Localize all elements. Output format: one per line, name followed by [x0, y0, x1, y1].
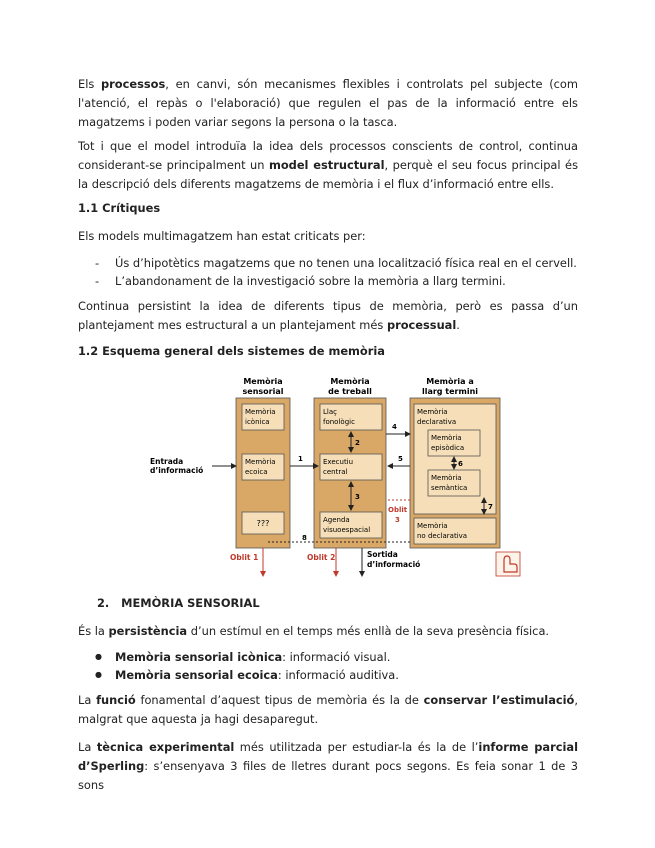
svg-text:no declarativa: no declarativa	[417, 532, 468, 540]
col3-title: llarg termini	[421, 387, 479, 396]
svg-text:episòdica: episòdica	[431, 444, 465, 452]
col3-title: Memòria a	[426, 377, 474, 386]
list-item: - Ús d’hipotètics magatzems que no tenen una localització física real en el cervell.	[95, 254, 577, 272]
list-item: ● Memòria sensorial icònica: informació visual.	[95, 648, 399, 666]
svg-text:fonològic: fonològic	[323, 418, 355, 426]
oblit2-label: Oblit 2	[307, 553, 336, 562]
svg-text:Llaç: Llaç	[323, 408, 337, 416]
paragraph-persistencia: És la persistència d’un estímul en el temps més enllà de la seva presència física.	[78, 624, 550, 638]
svg-text:central: central	[323, 468, 348, 476]
svg-text:visuoespacial: visuoespacial	[323, 526, 371, 534]
paragraph-funcio: La funció fonamental d’aquest tipus de memòria és la de conservar l’estimulació, malgrat que aquesta ja hagi desaparegut.	[78, 693, 578, 726]
svg-text:Sortida: Sortida	[367, 550, 398, 559]
svg-text:Memòria: Memòria	[245, 458, 276, 466]
svg-text:Memòria: Memòria	[417, 522, 448, 530]
svg-text:2: 2	[355, 439, 360, 447]
col1-title: sensorial	[242, 387, 284, 396]
svg-text:???: ???	[256, 519, 270, 528]
hand-pointer-icon	[496, 552, 520, 576]
paragraph-processual: Continua persistint la idea de diferents tipus de memòria, però es passa d’un plantejament mes estructural a un plantejament més processual.	[78, 299, 578, 332]
input-label: Entrada	[150, 457, 184, 466]
svg-text:declarativa: declarativa	[417, 418, 457, 426]
svg-text:Oblit: Oblit	[388, 506, 408, 514]
oblit1-label: Oblit 1	[230, 553, 259, 562]
svg-text:Memòria: Memòria	[431, 474, 462, 482]
svg-text:8: 8	[302, 534, 307, 542]
col2-title: de treball	[328, 387, 372, 396]
svg-text:Memòria: Memòria	[417, 408, 448, 416]
svg-text:Memòria: Memòria	[431, 434, 462, 442]
svg-text:Executiu: Executiu	[323, 458, 354, 466]
paragraph-model-estructural: Tot i que el model introduïa la idea dels processos conscients de control, continua considerant-se principalment un model estructural, perquè el seu focus principal és la descripció dels diferents magatzems de memòria i el flux d’informació entre ells.	[78, 139, 578, 191]
list-item: - L’abandonament de la investigació sobre la memòria a llarg termini.	[95, 272, 577, 290]
paragraph-processos: Els processos, en canvi, són mecanismes flexibles i controlats pel subjecte (com l'atenció, el repàs o l'elaboració) que regulen el pas de la informació entre els magatzems i poden variar segons la persona o la tasca.	[78, 77, 578, 129]
col2-title: Memòria	[330, 377, 370, 386]
svg-text:semàntica: semàntica	[431, 484, 468, 492]
svg-text:icònica: icònica	[245, 418, 270, 426]
list-item: ● Memòria sensorial ecoica: informació auditiva.	[95, 666, 399, 684]
input-label: d’informació	[150, 466, 204, 475]
svg-text:3: 3	[395, 516, 400, 524]
paragraph-tecnica: La tècnica experimental més utilitzada per estudiar-la és la de l’informe parcial d’Sperling: s’ensenyava 3 files de lletres durant pocs segons. Es feia sonar 1 de 3 sons	[78, 740, 578, 792]
svg-text:7: 7	[488, 503, 493, 511]
svg-text:4: 4	[392, 423, 397, 431]
col1-title: Memòria	[243, 377, 283, 386]
sensory-types-list	[95, 648, 399, 684]
svg-text:Agenda: Agenda	[323, 516, 350, 524]
svg-text:d’informació: d’informació	[367, 560, 421, 569]
svg-text:1: 1	[298, 455, 303, 463]
svg-text:ecoica: ecoica	[245, 468, 268, 476]
svg-text:3: 3	[355, 493, 360, 501]
svg-text:6: 6	[458, 460, 463, 468]
svg-text:Memòria: Memòria	[245, 408, 276, 416]
section-heading-memoria-sensorial: 2. MEMÒRIA SENSORIAL	[97, 596, 260, 610]
paragraph-critiques-intro: Els models multimagatzem han estat criticats per:	[78, 229, 366, 243]
memory-systems-diagram	[148, 372, 528, 582]
section-heading-critiques: 1.1 Crítiques	[78, 201, 161, 215]
critiques-list	[95, 254, 577, 290]
section-heading-esquema: 1.2 Esquema general dels sistemes de memòria	[78, 344, 385, 358]
svg-text:5: 5	[398, 455, 403, 463]
